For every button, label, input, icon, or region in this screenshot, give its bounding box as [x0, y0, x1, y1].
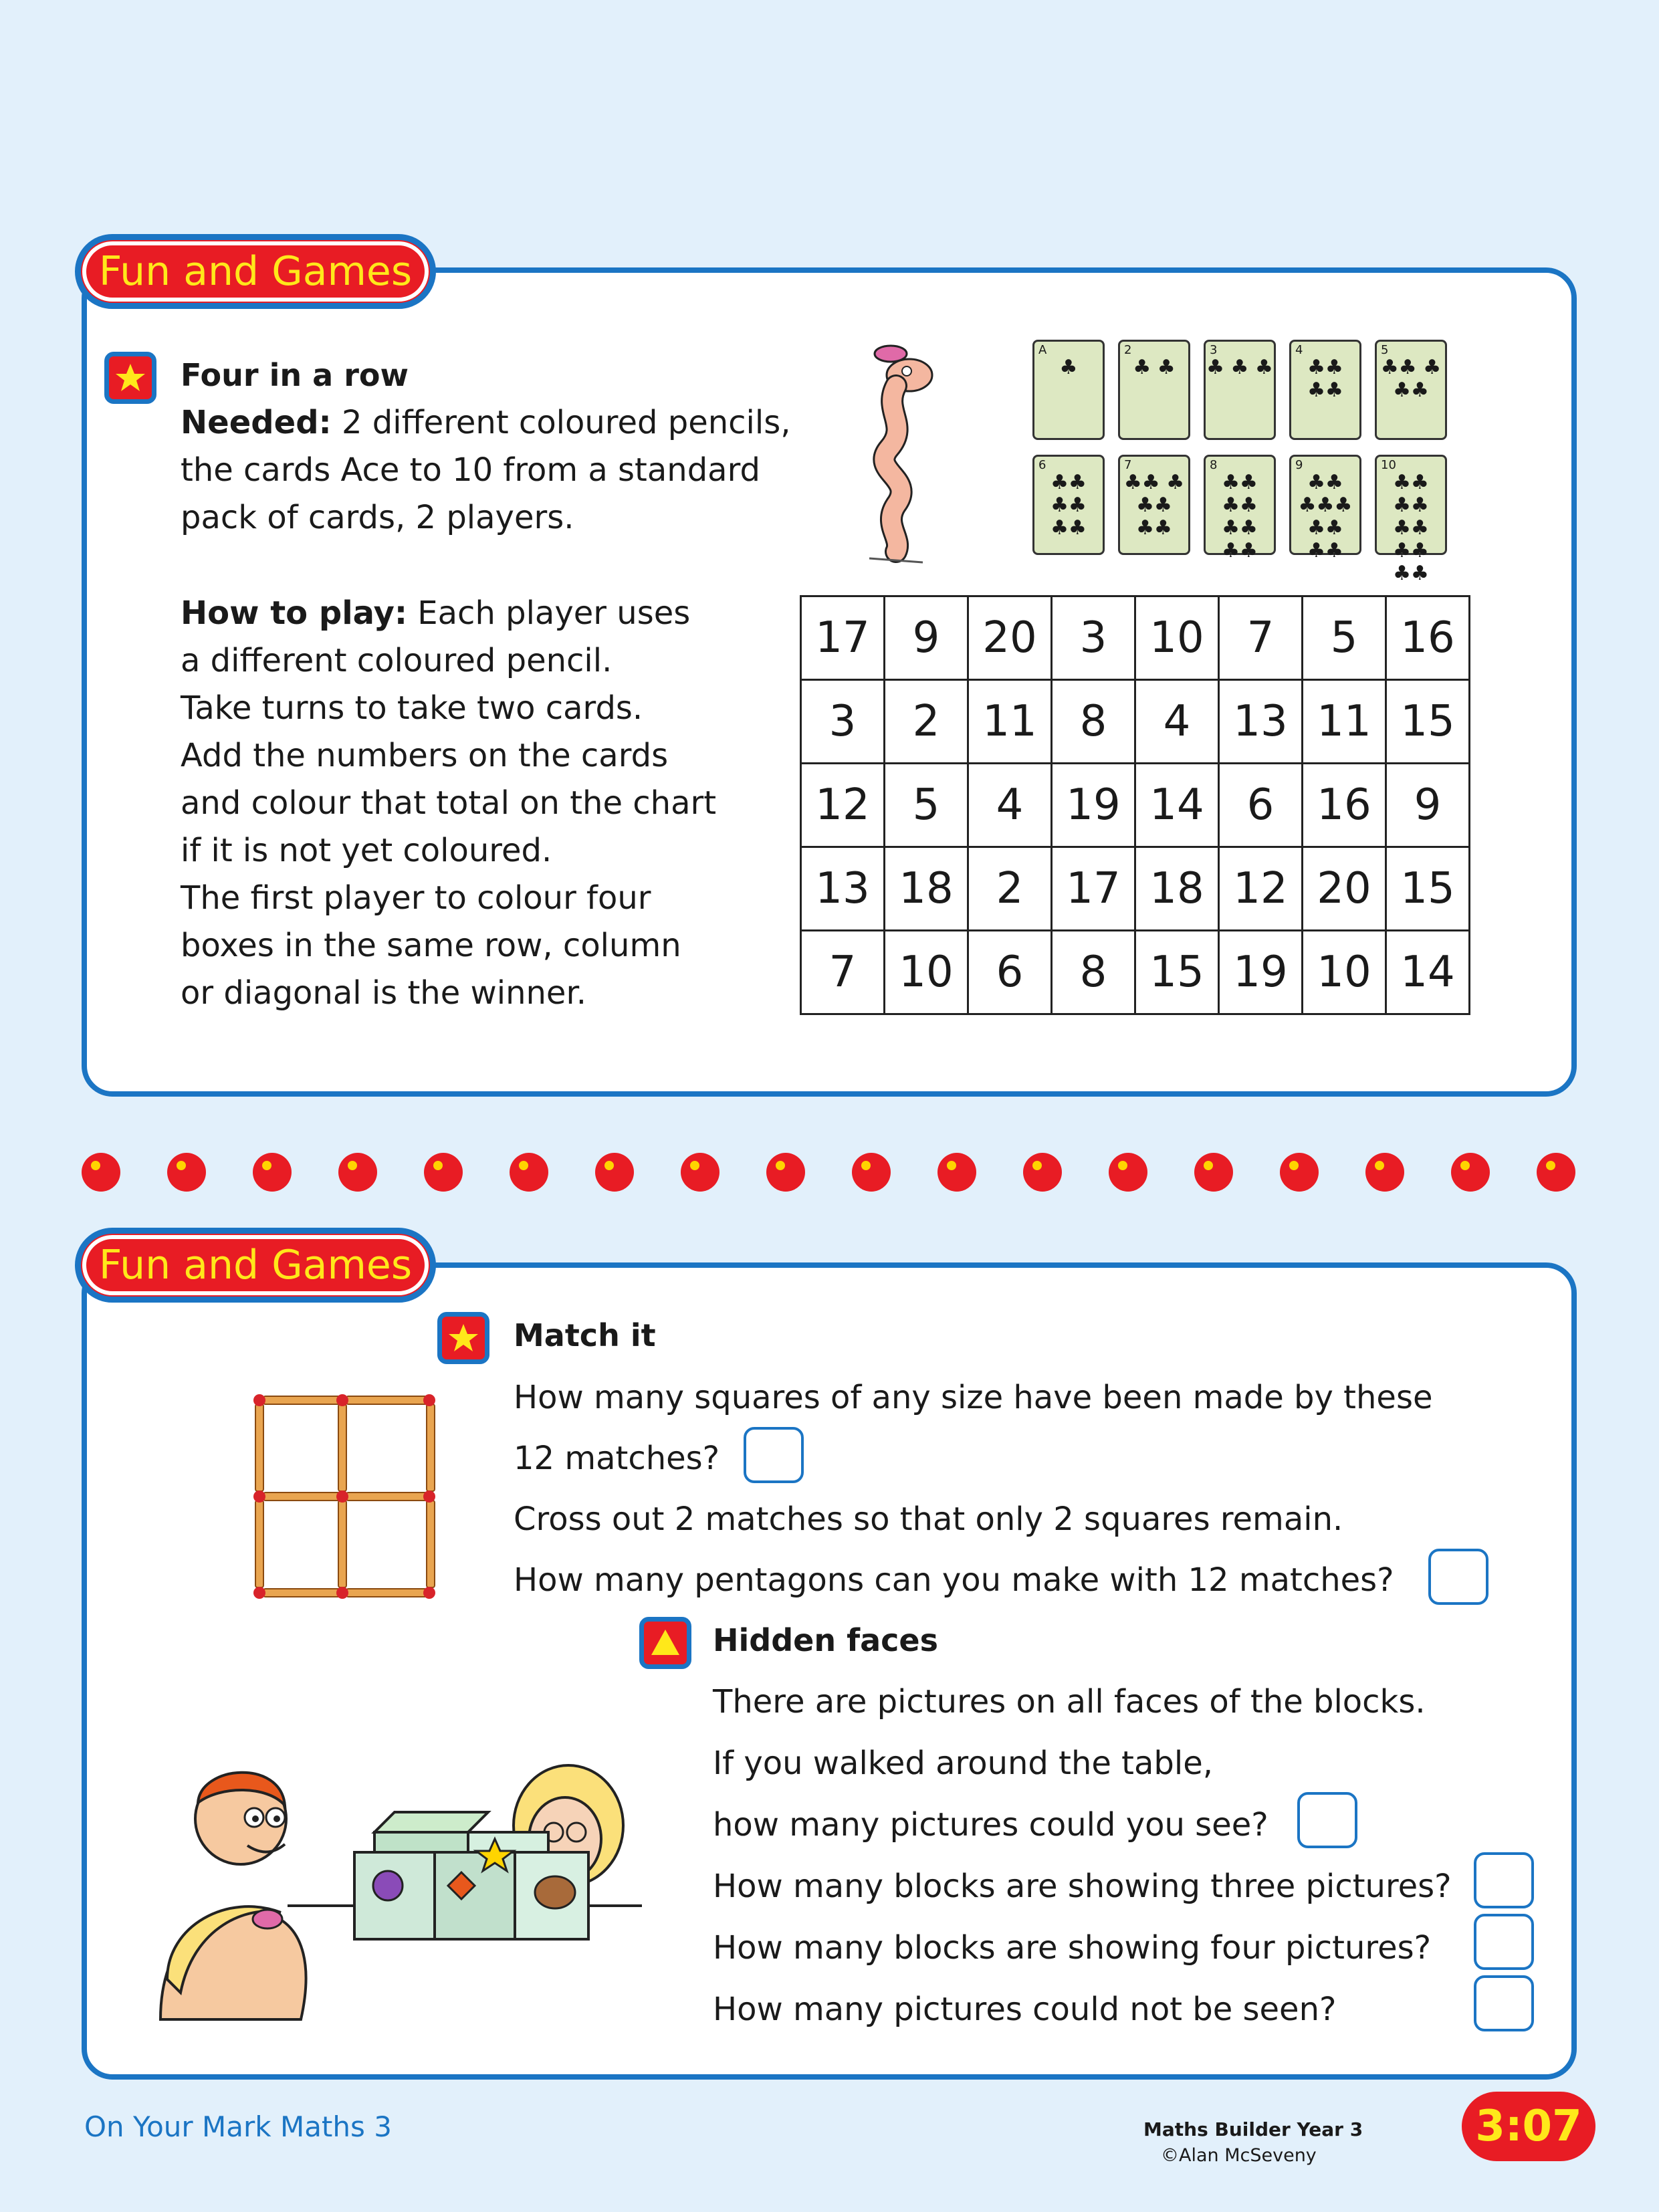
grid-cell[interactable]: 3: [801, 680, 885, 764]
star-icon: [104, 352, 156, 404]
book-title: Maths Builder Year 3: [1143, 2118, 1363, 2140]
grid-cell[interactable]: 18: [1135, 847, 1219, 931]
grid-cell[interactable]: 8: [1052, 680, 1135, 764]
grid-cell[interactable]: 10: [1303, 931, 1386, 1014]
divider-dot: [1194, 1153, 1233, 1192]
how-to-play-line-5: and colour that total on the chart: [181, 784, 717, 822]
grid-cell[interactable]: 6: [1219, 764, 1303, 847]
divider-dot: [338, 1153, 377, 1192]
grid-cell[interactable]: 2: [968, 847, 1052, 931]
divider-dot: [1451, 1153, 1490, 1192]
playing-card-6: 6 ♣♣ ♣♣ ♣♣: [1032, 455, 1105, 555]
grid-cell[interactable]: 4: [968, 764, 1052, 847]
section-tab-fun-and-games: Fun and Games: [75, 1228, 436, 1303]
how-to-play-line-3: Take turns to take two cards.: [181, 689, 643, 727]
grid-row: [801, 847, 1470, 931]
faces-question-1: There are pictures on all faces of the blocks.: [713, 1683, 1426, 1721]
star-icon: [437, 1312, 489, 1364]
how-to-play-line-7: The first player to colour four: [181, 879, 651, 917]
grid-cell[interactable]: 15: [1135, 931, 1219, 1014]
four-in-a-row-heading: Four in a row: [181, 357, 409, 393]
grid-cell[interactable]: 18: [885, 847, 968, 931]
number-grid: [800, 595, 1470, 1015]
grid-cell[interactable]: 20: [968, 596, 1052, 680]
divider-dot: [766, 1153, 805, 1192]
how-to-play-line-1: How to play: Each player uses: [181, 594, 691, 632]
grid-cell[interactable]: 7: [801, 931, 885, 1014]
divider-dot: [1280, 1153, 1319, 1192]
worm-illustration: [843, 338, 976, 568]
playing-card-4: 4 ♣♣ ♣♣: [1289, 340, 1361, 440]
divider-dot: [1109, 1153, 1147, 1192]
grid-cell[interactable]: 5: [1303, 596, 1386, 680]
answer-box-squares[interactable]: [744, 1427, 804, 1483]
grid-cell[interactable]: 12: [801, 764, 885, 847]
playing-card-2: 2 ♣ ♣: [1118, 340, 1190, 440]
how-to-play-line-6: if it is not yet coloured.: [181, 832, 552, 869]
grid-row: [801, 764, 1470, 847]
grid-cell[interactable]: 7: [1219, 596, 1303, 680]
match-question-3: How many pentagons can you make with 12 matches?: [514, 1561, 1394, 1599]
grid-cell[interactable]: 9: [1386, 764, 1470, 847]
answer-box-pictures-seen[interactable]: [1297, 1792, 1357, 1848]
grid-cell[interactable]: 10: [1135, 596, 1219, 680]
how-to-play-line-4: Add the numbers on the cards: [181, 737, 669, 774]
grid-cell[interactable]: 15: [1386, 847, 1470, 931]
grid-cell[interactable]: 5: [885, 764, 968, 847]
grid-cell[interactable]: 14: [1386, 931, 1470, 1014]
grid-row: [801, 931, 1470, 1014]
grid-cell[interactable]: 6: [968, 931, 1052, 1014]
grid-cell[interactable]: 17: [1052, 847, 1135, 931]
grid-cell[interactable]: 10: [885, 931, 968, 1014]
matchsticks-illustration: [249, 1388, 443, 1609]
how-to-play-line-2: a different coloured pencil.: [181, 642, 613, 679]
grid-cell[interactable]: 4: [1135, 680, 1219, 764]
page-number: 3:07: [1462, 2092, 1595, 2161]
grid-cell[interactable]: 12: [1219, 847, 1303, 931]
grid-cell[interactable]: 20: [1303, 847, 1386, 931]
grid-row: [801, 596, 1470, 680]
divider-dot: [424, 1153, 463, 1192]
playing-card-5: 5 ♣♣ ♣ ♣♣: [1375, 340, 1447, 440]
divider-dot: [167, 1153, 206, 1192]
divider-dot: [1023, 1153, 1062, 1192]
faces-question-2: If you walked around the table,: [713, 1745, 1214, 1782]
answer-box-three-pictures[interactable]: [1474, 1852, 1534, 1908]
section-tab-fun-and-games: Fun and Games: [75, 234, 436, 309]
grid-cell[interactable]: 19: [1052, 764, 1135, 847]
divider-dot: [253, 1153, 292, 1192]
hidden-faces-heading: Hidden faces: [713, 1622, 938, 1658]
faces-question-4: How many blocks are showing three pictures?: [713, 1868, 1452, 1905]
match-question-1: How many squares of any size have been made by these: [514, 1379, 1433, 1416]
answer-box-pentagons[interactable]: [1428, 1549, 1488, 1605]
answer-box-unseen-pictures[interactable]: [1474, 1975, 1534, 2031]
playing-card-7: 7 ♣♣ ♣ ♣♣ ♣♣: [1118, 455, 1190, 555]
copyright: ©Alan McSeveny: [1161, 2145, 1317, 2166]
grid-cell[interactable]: 13: [801, 847, 885, 931]
divider-dot: [1365, 1153, 1404, 1192]
needed-line-2: the cards Ace to 10 from a standard: [181, 451, 760, 489]
divider-dot: [937, 1153, 976, 1192]
grid-cell[interactable]: 11: [968, 680, 1052, 764]
match-it-heading: Match it: [514, 1317, 656, 1353]
how-to-play-line-9: or diagonal is the winner.: [181, 974, 587, 1012]
needed-line-1: Needed: 2 different coloured pencils,: [181, 404, 791, 441]
divider-dot: [852, 1153, 891, 1192]
divider-dot: [595, 1153, 634, 1192]
grid-cell[interactable]: 14: [1135, 764, 1219, 847]
answer-box-four-pictures[interactable]: [1474, 1914, 1534, 1970]
grid-cell[interactable]: 9: [885, 596, 968, 680]
faces-question-5: How many blocks are showing four pictures?: [713, 1929, 1432, 1967]
triangle-icon: [639, 1617, 691, 1669]
grid-cell[interactable]: 19: [1219, 931, 1303, 1014]
grid-cell[interactable]: 15: [1386, 680, 1470, 764]
playing-card-8: 8 ♣♣ ♣♣ ♣♣ ♣♣: [1204, 455, 1276, 555]
playing-card-10: 10 ♣♣ ♣♣ ♣♣ ♣♣ ♣♣: [1375, 455, 1447, 555]
needed-line-3: pack of cards, 2 players.: [181, 499, 574, 536]
playing-card-3: 3 ♣ ♣ ♣: [1204, 340, 1276, 440]
grid-cell[interactable]: 13: [1219, 680, 1303, 764]
grid-cell[interactable]: 16: [1303, 764, 1386, 847]
divider-dot: [510, 1153, 548, 1192]
series-title: On Your Mark Maths 3: [84, 2110, 392, 2143]
match-question-2: Cross out 2 matches so that only 2 squares remain.: [514, 1501, 1343, 1538]
playing-card-ace: A ♣: [1032, 340, 1105, 440]
grid-cell[interactable]: 17: [801, 596, 885, 680]
playing-card-9: 9 ♣♣ ♣♣♣ ♣♣ ♣♣: [1289, 455, 1361, 555]
children-blocks-illustration: [154, 1739, 662, 2033]
faces-question-6: How many pictures could not be seen?: [713, 1991, 1337, 2028]
grid-cell[interactable]: 16: [1386, 596, 1470, 680]
faces-question-3: how many pictures could you see?: [713, 1806, 1268, 1844]
how-to-play-line-8: boxes in the same row, column: [181, 927, 681, 964]
divider-dot: [681, 1153, 720, 1192]
grid-cell[interactable]: 8: [1052, 931, 1135, 1014]
match-question-1b: 12 matches?: [514, 1440, 720, 1477]
divider-dot: [1537, 1153, 1575, 1192]
grid-cell[interactable]: 3: [1052, 596, 1135, 680]
grid-cell[interactable]: 2: [885, 680, 968, 764]
divider-dot: [82, 1153, 120, 1192]
grid-row: [801, 680, 1470, 764]
grid-cell[interactable]: 11: [1303, 680, 1386, 764]
